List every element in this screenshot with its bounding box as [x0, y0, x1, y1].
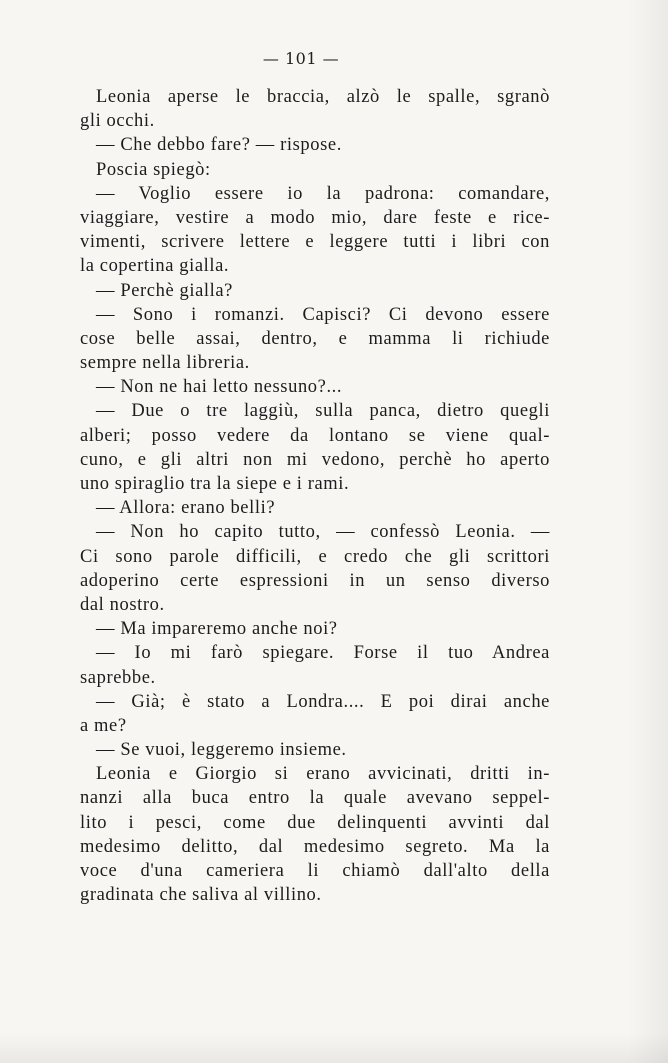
- text-line: — Se vuoi, leggeremo insieme.: [96, 740, 347, 761]
- page-edge-shadow: [628, 0, 668, 1063]
- text-line: adoperino certe espressioni in un senso diverso: [80, 570, 550, 591]
- text-line: dal nostro.: [80, 594, 165, 615]
- text-line: alberi; posso vedere da lontano se viene qual-: [80, 425, 550, 446]
- text-line: — Non ne hai letto nessuno?...: [96, 377, 343, 398]
- text-line: — Voglio essere io la padrona: comandare,: [96, 183, 550, 204]
- text-line: Leonia aperse le braccia, alzò le spalle, sgranò: [96, 87, 550, 107]
- text-line: gli occhi.: [80, 111, 155, 132]
- text-line: — Non ho capito tutto, — confessò Leonia. —: [96, 522, 550, 543]
- text-line: a me?: [80, 715, 127, 736]
- body-text: [80, 85, 550, 907]
- text-line: cuno, e gli altri non mi vedono, perchè ho aperto: [80, 449, 550, 470]
- text-line: — Perchè gialla?: [96, 280, 233, 301]
- text-line: — Che debbo fare? — rispose.: [96, 135, 342, 156]
- text-line: cose belle assai, dentro, e mamma li richiude: [80, 328, 550, 349]
- page-number: — 101 —: [262, 49, 340, 68]
- text-line: nanzi alla buca entro la quale avevano seppel-: [80, 788, 550, 809]
- text-line: medesimo delitto, dal medesimo segreto. Ma la: [80, 836, 550, 857]
- text-line: gradinata che saliva al villino.: [80, 885, 322, 906]
- text-line: uno spiraglio tra la siepe e i rami.: [80, 474, 350, 494]
- text-line: voce d'una cameriera li chiamò dall'alto della: [80, 861, 550, 881]
- page-bottom-shadow: [0, 1033, 668, 1063]
- text-line: sempre nella libreria.: [80, 353, 250, 374]
- text-line: — Io mi farò spiegare. Forse il tuo Andrea: [96, 643, 550, 664]
- text-line: — Due o tre laggiù, sulla panca, dietro quegli: [96, 401, 550, 422]
- text-line: — Ma impareremo anche noi?: [96, 619, 338, 640]
- text-line: vimenti, scrivere lettere e leggere tutti i libri con: [80, 232, 550, 253]
- text-line: lito i pesci, come due delinquenti avvinti dal: [80, 812, 550, 833]
- text-line: viaggiare, vestire a modo mio, dare feste e rice-: [80, 207, 550, 228]
- text-line: Leonia e Giorgio si erano avvicinati, dritti in-: [96, 764, 550, 785]
- text-line: — Sono i romanzi. Capisci? Ci devono essere: [96, 304, 550, 325]
- text-line: Poscia spiegò:: [96, 159, 211, 180]
- text-line: saprebbe.: [80, 667, 156, 688]
- text-line: — Già; è stato a Londra.... E poi dirai anche: [96, 691, 550, 712]
- text-line: Ci sono parole difficili, e credo che gli scrittori: [80, 546, 550, 567]
- text-line: — Allora: erano belli?: [96, 498, 276, 519]
- text-line: la copertina gialla.: [80, 256, 230, 277]
